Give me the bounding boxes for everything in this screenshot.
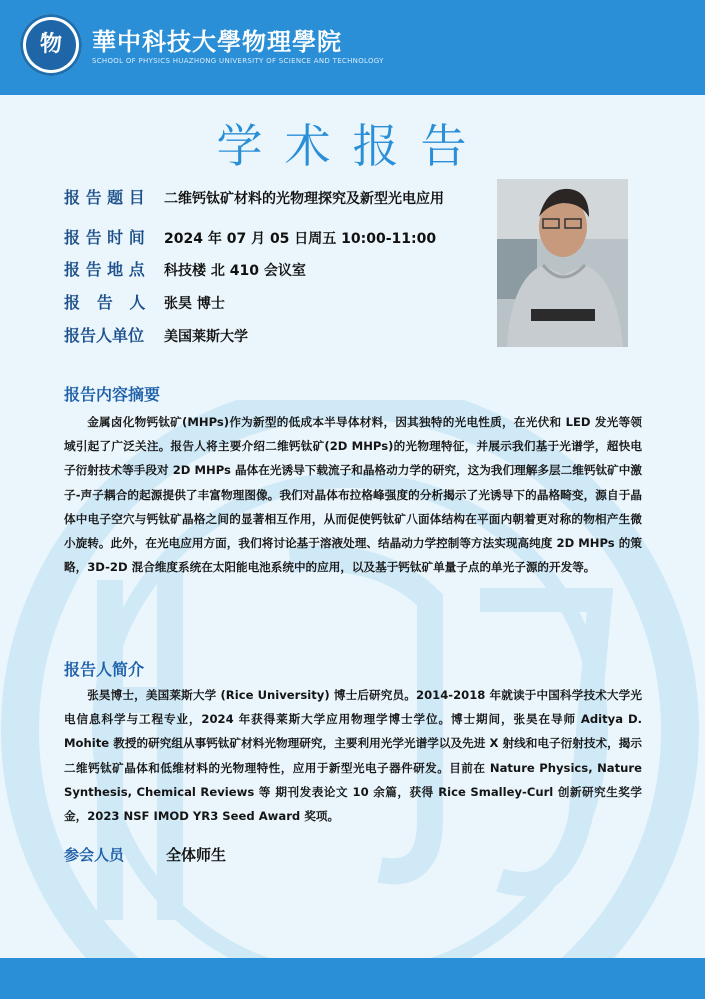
- info-label: 报 告 人: [64, 293, 146, 312]
- info-value: 二维钙钛矿材料的光物理探究及新型光电应用: [164, 191, 444, 207]
- info-value: 张昊 博士: [164, 296, 225, 312]
- school-name-en: SCHOOL OF PHYSICS HUAZHONG UNIVERSITY OF SCIENCE AND TECHNOLOGY: [92, 57, 384, 65]
- info-row-time: [64, 225, 436, 251]
- info-row-affiliation: [64, 323, 248, 349]
- bio-body: [64, 683, 642, 828]
- info-label: 报 告 题 目: [64, 188, 145, 207]
- logo-emblem: 物: [26, 20, 76, 70]
- attendees-label: 参会人员: [64, 846, 125, 864]
- page-title: 学术报告: [216, 119, 489, 173]
- speaker-portrait-image: [497, 179, 628, 347]
- info-row-location: [64, 257, 306, 283]
- header-bar: [0, 0, 705, 95]
- bio-heading: 报告人简介: [64, 660, 145, 679]
- bio-text: 张昊博士，美国莱斯大学 (Rice University) 博士后研究员。2014-2018 年就读于中国科学技术大学光电信息科学与工程专业，2024 年获得莱斯大学应用物理学博士学位。博士期间，张昊在导师 Aditya D. Mohite 教授的研究组从事钙钛矿材料光物理研究，主要利用光学光谱学以及先进 X 射线和电子衍射技术，揭示二维钙钛矿晶体和低维材料的光物理特性，应用于新型光电子器件研发。目前在 Nature Physics, Nature Synthesis, Chemical Reviews 等 期刊发表论文 10 余篇，获得 Rice Smalley-Curl 创新研究生奖学金，2023 NSF IMOD YR3 Seed Award 奖项。: [64, 688, 642, 824]
- attendees-value: 全体师生: [166, 846, 227, 864]
- info-label: 报告人单位: [64, 326, 145, 345]
- abstract-text: 金属卤化物钙钛矿(MHPs)作为新型的低成本半导体材料，因其独特的光电性质，在光伏和 LED 发光等领域引起了广泛关注。报告人将主要介绍二维钙钛矿(2D MHPs)的光物理特征，并展示我们基于光谱学，超快电子衍射技术等手段对 2D MHPs 晶体在光诱导下载流子和晶格动力学的研究，这为我们理解多层二维钙钛矿中激子-声子耦合的起源提供了丰富物理图像。我们对晶体布拉格峰强度的分析揭示了光诱导下的晶格畸变，源自于晶体中电子空穴与钙钛矿晶格之间的显著相互作用，从而促使钙钛矿八面体结构在平面内朝着更对称的物相产生微小旋转。此外，在光电应用方面，我们将讨论基于溶液处理、结晶动力学控制等方法实现高纯度 2D MHPs 的策略，3D-2D 混合维度系统在太阳能电池系统中的应用，以及基于钙钛矿单量子点的单光子源的开发等。: [64, 415, 642, 575]
- info-value: 科技楼 北 410 会议室: [164, 263, 306, 279]
- speaker-photo: [497, 179, 628, 347]
- info-value: 2024 年 07 月 05 日周五 10:00-11:00: [164, 231, 437, 247]
- abstract-body: [64, 410, 642, 579]
- info-row-speaker: [64, 290, 225, 316]
- footer-bar: [0, 958, 705, 999]
- info-value: 美国莱斯大学: [164, 329, 248, 345]
- info-label: 报 告 地 点: [64, 260, 145, 279]
- abstract-heading: 报告内容摘要: [64, 385, 161, 404]
- university-logo: [20, 14, 82, 76]
- school-name: 華中科技大學物理學院: [92, 27, 342, 56]
- info-label: 报 告 时 间: [64, 228, 145, 247]
- info-row-topic: [64, 185, 444, 211]
